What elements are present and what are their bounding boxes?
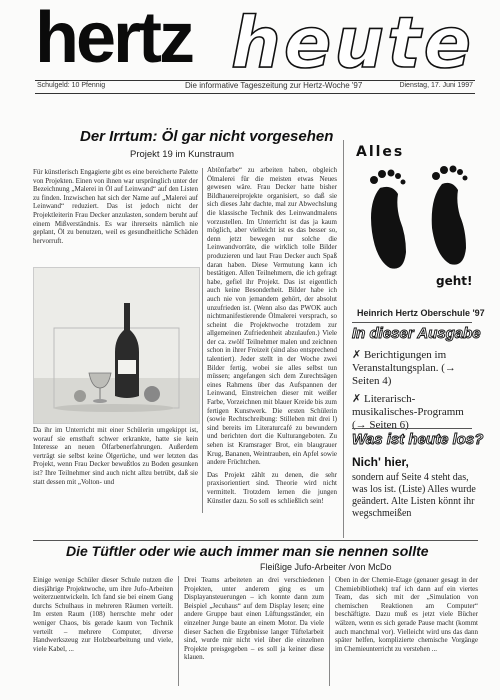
masthead xyxy=(35,0,475,108)
issue-item-2-text: Literarisch-musikalisches-Programm (→ Seiten 6) xyxy=(352,393,464,431)
masthead-title-heute: heute xyxy=(231,2,475,84)
article2-column3: Oben in der Chemie-Etage (genauer gesagt in der Chemiebibliothek) traf ich dann auf ein viertes Team, das sich mit der „Simulation von chemischen Reaktionen am Computer“ beschäftigte. Dazu muß es jetzt viele Bücher wälzen, wenn es sich gerade Pause macht (kommt auch manchmal vor). Vielleicht wird uns das dann später helfen, komplizierte chemische Vorgänge im Chemieunterricht zu verstehen ... xyxy=(335,576,478,653)
whats-on-text: sondern auf Seite 4 steht das, was los ist. (Liste) Alles wurde geändert. Alte Listen könnt ihr wegschmeißen xyxy=(352,472,476,519)
article1-column2 xyxy=(207,166,337,546)
tagline: Die informative Tageszeitung zur Hertz-Woche '97 xyxy=(185,81,363,90)
article1-column1-top: Für künstlerisch Engagierte gibt es eine bereicherte Palette von Projekten. Einen von ihnen war ursprünglich unter der Bezeichnung „Malerei in Öl auf Leinwand“ auf den Listen zu finden. Inzwischen hat sich der Name auf „Malerei auf Leinwand“ reduziert. Das ist jedoch nicht der Projektleiterin Frau Decker anzulasten, sondern beruht auf einem Mißverständnis. Es war ihrerseits nämlich nie geplant, Öl zu benutzen, weil es gesundheitliche Schäden hervorruft. xyxy=(33,168,198,245)
whats-on-title: Was ist heute los? xyxy=(352,431,484,448)
article2-headline: Die Tüftler oder wie auch immer man sie nennen sollte xyxy=(66,543,429,559)
logo-word-alles: Alles xyxy=(356,144,405,160)
article1-subhead: Projekt 19 im Kunstraum xyxy=(130,149,235,160)
sidebar-divider xyxy=(343,140,344,538)
issue-item-1-ref: (→ Seiten 4) xyxy=(352,362,456,387)
masthead-subline xyxy=(35,80,475,94)
issue-item-2 xyxy=(352,392,478,432)
article2-column1: Einige wenige Schüler dieser Schule nutzen die diesjährige Projektwoche, um ihre Jufo-Arbeiten weiterzuentwickeln. Ich fand sie bei einem Gang durchs Schulhaus in mehreren Räumen verteilt. Im ersten Raum (108) herrschte mehr oder weniger Chaos, bis gerade kaum von Technik verteilt – mehrere Computer, diverse Handwerkszeug zur Holzbearbeitung und viele, viele Kabel, ... xyxy=(33,576,173,653)
article1-column2-text: Abtönfarbe“ zu arbeiten haben, obgleich Ölmalerei für die meisten etwas Neues gewesen wäre. Frau Decker hatte bisher Bildhauereiprojekte organisiert, so daß sie sich dieses Jahr dachte, mal zur Abwechslung die klassische Technik des Leinwandmalens vorzustellen. Im Unterricht ist das ja kaum möglich, aber vielleicht ist es das besser so, denn jetzt bewegen nur solche die Leinwandvorräte, die wirklich tolle Bilder produzieren und laut Frau Decker auch Spaß daran haben. Diese Vermutung kann ich bestätigen. Allen Teilnehmern, die ich gefragt habe, gefiel ihr Projekt. Das ist eigentlich auch keine Besonderheit. Bilder habe ich auch nie von jemandem gehört, der absolut unzufrieden ist. (Wenn also das PWOK auch nichtmanifestierende Ölmalerei versprach, so scheint die Projektwoche trotzdem zur allgemeinen Zufriedenheit abzulaufen.) Viele der ca. zwölf Teilnehmer malen und zeichnen schon in ihrer Freizeit (sind also entsprechend talentiert). Jeder stellt in der Woche zwei Bilder fertig, wobei sie alles selbst tun müssen; angefangen sich dem Zurechtsägen eines Rahmens über das Aufspannen der Leinwand, Einstreichen dieser mit weißer Farbe, Vorzeichnen mit blauer Kreide bis zum fertigen Kunstwerk. Die ersten Schülerin (sowie Rechtschreibung: Stilleben mit drei l) sind bereits im Literaturcafé zu bewundern und berichten dort die Kulturangeboten. Zu sehen ist Kramsrager Brot, ein blaugrauer Krug, Bananen, Weintrauben, ein Apfel sowie andere Früchtchen. xyxy=(207,166,337,467)
sidebar-rule-1 xyxy=(352,322,472,323)
still-life-illustration xyxy=(34,268,199,423)
issue-item-1-text: Berichtigungen im Veranstaltungsplan. xyxy=(352,349,447,374)
article1-column1-bottom: Da ihr im Unterricht mit einer Schülerin umgekippt ist, worauf sie ernsthaft schwer erkrankte, hatte sie kein Interesse an neuen Ölfarbenerfahrungen. Außerdem verträgt sie selbst keine Ölgerüche, und wer letzten das Projekt, wenn Frau Decker bewußtlos zu Boden gesunken ist? Ihre Teilnehmer sind auch nicht allzu betrübt, daß sie statt dessen mit „Volton- und xyxy=(33,426,198,486)
column-divider xyxy=(202,168,203,513)
article2-column2: Drei Teams arbeiteten an drei verschiedenen Projekten, unter anderem ging es um Displayansteuerungen – ich konnte dann zum Beispiel „Jecuhaus“ auf dem Display lesen; eine andere Gruppe baut einen Lüftungsständer, ein einzelner Junge baute an einem Motor. Da viele dieser Sachen die Ergebnisse langer Tüftelarbeit sind, wurde mir nicht viel über die einzelnen Projekte preisgegeben – es soll ja keiner diese klauen. xyxy=(184,576,324,662)
issue-item-1 xyxy=(352,348,478,388)
still-life-photo xyxy=(33,267,200,424)
school-name: Heinrich Hertz Oberschule '97 xyxy=(357,308,485,318)
whats-on-lead: Nich' hier, xyxy=(352,455,409,469)
article2-subhead: Fleißige Jufo-Arbeiter /von McDo xyxy=(260,562,392,572)
in-this-issue-title: In dieser Ausgabe xyxy=(352,325,481,342)
article1-column2-tail: Das Projekt zählt zu denen, die sehr praxisorientiert sind. Theorie wird nicht vermittelt. Trotzdem lernen die jungen Künstler dazu. So soll es schließlich sein! xyxy=(207,470,337,505)
logo-word-geht: geht! xyxy=(436,274,473,288)
issue-date: Dienstag, 17. Juni 1997 xyxy=(399,82,473,89)
sidebar-rule-2 xyxy=(352,428,472,429)
x-mark-icon: ✗ xyxy=(352,392,362,405)
article2-divider-2 xyxy=(329,576,330,686)
article2-divider-1 xyxy=(178,576,179,686)
article1-headline: Der Irrtum: Öl gar nicht vorgesehen xyxy=(80,128,334,145)
section-divider xyxy=(33,540,478,541)
masthead-title-hertz: hertz xyxy=(35,0,193,78)
price-label: Schulgeld: 10 Pfennig xyxy=(37,82,106,89)
school-logo xyxy=(350,140,480,300)
x-mark-icon: ✗ xyxy=(352,348,362,361)
